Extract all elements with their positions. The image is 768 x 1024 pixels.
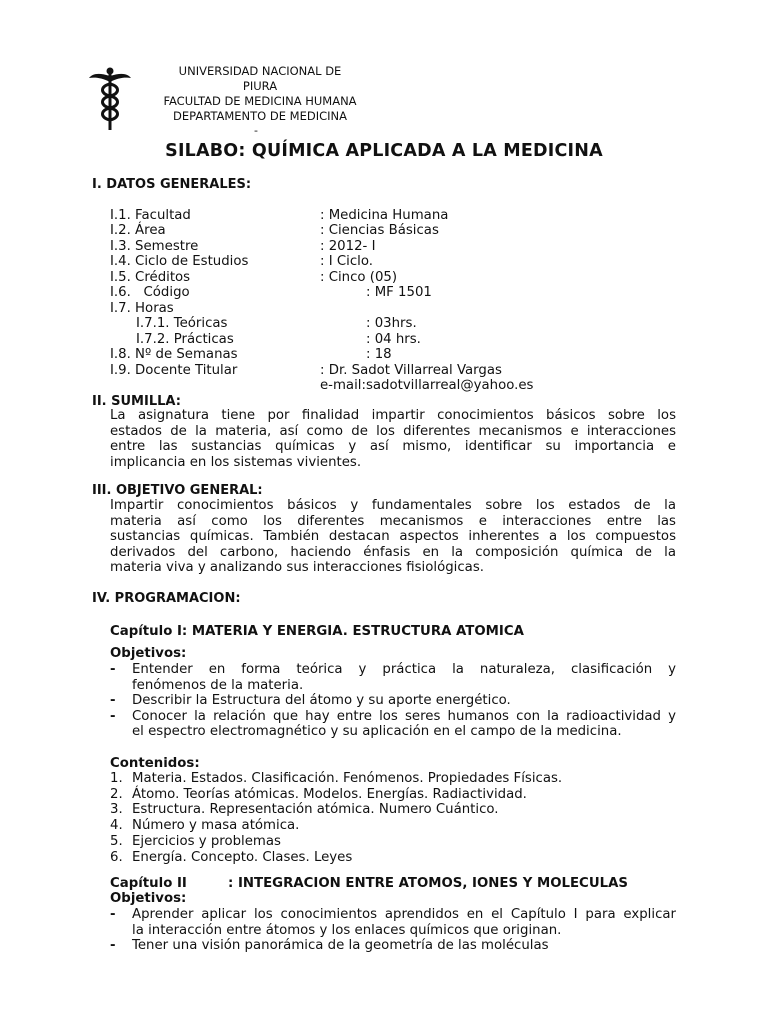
datos-value: : Ciencias Básicas [320, 223, 439, 238]
list-item [110, 850, 562, 866]
chapter-2-objetivos-label: Objetivos: [110, 891, 187, 906]
chapter-2-title-b: : INTEGRACION ENTRE ATOMOS, IONES Y MOLECULAS [228, 876, 628, 891]
text-line: fenómenos de la materia. [132, 677, 304, 693]
email-address: e-mail:sadotvillarreal@yahoo.es [320, 378, 534, 393]
university-line-1: UNIVERSIDAD NACIONAL DE [178, 64, 342, 78]
item-number: 1. [110, 771, 123, 786]
item-text: Ejercicios y problemas [132, 833, 281, 849]
text-line: Impartir conocimientos básicos y fundamentales sobre los estados de la [110, 498, 676, 513]
text-line: Entender en forma teórica y práctica la naturaleza, clasificación y [132, 662, 676, 677]
text-line: entre las sustancias químicas y así mismo, identificar su importancia e [110, 439, 676, 455]
institution-header [140, 64, 380, 124]
datos-value: : 03hrs. [366, 316, 417, 331]
datos-value: : I Ciclo. [320, 254, 373, 269]
text-line: materia así como los diferentes mecanismos e interacciones entre las [110, 513, 676, 529]
text-line: La asignatura tiene por finalidad impartir conocimientos básicos sobre los [110, 408, 676, 423]
bullet-dash: - [110, 907, 116, 922]
text-line: materia viva y analizando sus interacciones fisiológicas. [110, 560, 484, 576]
datos-label: I.8. Nº de Semanas [110, 347, 238, 362]
item-number: 2. [110, 786, 123, 802]
item-text: Estructura. Representación atómica. Numero Cuántico. [132, 802, 499, 818]
datos-value: : Dr. Sadot Villarreal Vargas [320, 363, 502, 378]
datos-label: I.5. Créditos [110, 270, 191, 285]
sumilla-heading: II. SUMILLA: [92, 394, 181, 409]
text-line: derivados del carbono, haciendo énfasis en la composición química de la [110, 544, 676, 560]
objetivo-heading: III. OBJETIVO GENERAL: [92, 483, 263, 498]
chapter-1-objetivos-label: Objetivos: [110, 646, 187, 661]
list-item [110, 662, 676, 693]
text-line: el espectro electromagnético y su aplicación en el campo de la medicina. [132, 724, 622, 740]
datos-label: I.7.2. Prácticas [136, 332, 234, 347]
header-dash: - [254, 124, 258, 137]
item-number: 4. [110, 818, 123, 834]
item-text: Energía. Concepto. Clases. Leyes [132, 849, 353, 865]
chapter-1-title: Capítulo I: MATERIA Y ENERGIA. ESTRUCTURA ATOMICA [110, 624, 524, 639]
datos-label: I.7.1. Teóricas [136, 316, 228, 331]
sumilla-text [110, 408, 676, 470]
bullet-dash: - [110, 662, 116, 677]
item-text: Materia. Estados. Clasificación. Fenómenos. Propiedades Físicas. [132, 771, 563, 786]
list-item [110, 787, 562, 803]
datos-label: I.1. Facultad [110, 208, 191, 223]
chapter-1-objetivos-list [110, 662, 676, 740]
text-line: sustancias químicas. También destacan aspectos inherentes a los compuestos [110, 529, 676, 545]
datos-value: : Medicina Humana [320, 208, 449, 223]
item-number: 6. [110, 849, 123, 865]
text-line: Aprender aplicar los conocimientos aprendidos en el Capítulo I para explicar [132, 907, 676, 922]
datos-label: I.6. Código [110, 285, 190, 300]
university-line-2: PIURA [242, 79, 278, 93]
chapter-2-title-a: Capítulo II [110, 876, 187, 891]
datos-label: I.2. Área [110, 223, 166, 238]
bullet-dash: - [110, 708, 116, 724]
datos-value: : MF 1501 [366, 285, 432, 300]
datos-label: I.3. Semestre [110, 239, 199, 254]
caduceus-icon [88, 66, 132, 132]
bullet-dash: - [110, 693, 116, 709]
text-line: Tener una visión panorámica de la geometría de las moléculas [132, 938, 549, 954]
objetivo-text [110, 498, 676, 576]
datos-value: : 2012- I [320, 239, 376, 254]
datos-value: : 18 [366, 347, 392, 362]
datos-heading: I. DATOS GENERALES: [92, 177, 252, 192]
list-item [110, 802, 562, 818]
list-item [110, 907, 676, 938]
chapter-2-objetivos-list [110, 907, 676, 954]
text-line: estados de la materia, así como de los diferentes mecanismos e interacciones [110, 423, 676, 439]
datos-label: I.7. Horas [110, 301, 174, 316]
item-number: 5. [110, 833, 123, 849]
item-text: Átomo. Teorías atómicas. Modelos. Energías. Radiactividad. [132, 786, 527, 802]
list-item [110, 709, 676, 740]
item-number: 3. [110, 802, 123, 818]
chapter-1-contenidos-label: Contenidos: [110, 756, 200, 771]
list-item [110, 834, 562, 850]
text-line: la interacción entre átomos y los enlaces químicos que originan. [132, 922, 562, 938]
datos-label: I.9. Docente Titular [110, 363, 238, 378]
list-item [110, 771, 562, 787]
bullet-dash: - [110, 938, 116, 954]
item-text: Número y masa atómica. [132, 818, 300, 834]
text-line: implicancia en los sistemas vivientes. [110, 454, 362, 470]
faculty-line: FACULTAD DE MEDICINA HUMANA [163, 94, 357, 108]
text-line: Describir la Estructura del átomo y su aporte energético. [132, 693, 511, 709]
datos-value: : Cinco (05) [320, 270, 398, 285]
page-title: SILABO: QUÍMICA APLICADA A LA MEDICINA [165, 141, 603, 161]
text-line: Conocer la relación que hay entre los seres humanos con la radioactividad y [132, 708, 676, 724]
programacion-heading: IV. PROGRAMACION: [92, 591, 241, 606]
department-line: DEPARTAMENTO DE MEDICINA [173, 109, 347, 123]
datos-value: : 04 hrs. [366, 332, 421, 347]
list-item [110, 938, 676, 954]
list-item [110, 818, 562, 834]
datos-label: I.4. Ciclo de Estudios [110, 254, 249, 269]
list-item [110, 693, 676, 709]
chapter-1-contenidos-list [110, 771, 562, 865]
